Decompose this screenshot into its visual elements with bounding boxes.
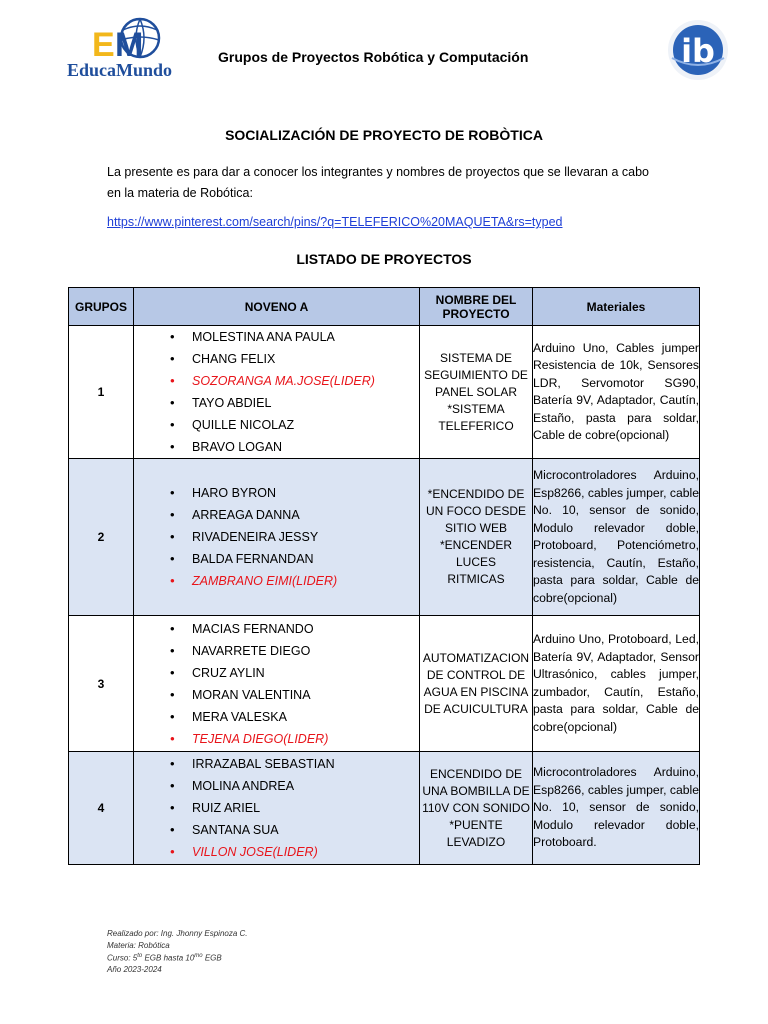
header-materials: Materiales: [533, 288, 700, 326]
header-members: NOVENO A: [134, 288, 420, 326]
project-line: UN FOCO DESDE: [425, 504, 526, 518]
group-number: 2: [69, 459, 134, 616]
project-line: AGUA EN PISCINA: [423, 684, 529, 699]
header-project-line-2: PROYECTO: [442, 306, 510, 321]
project-line: *PUENTE LEVADIZO: [446, 817, 506, 849]
project-name-cell: [420, 616, 533, 752]
group-number: 4: [69, 752, 134, 865]
project-name-cell: [420, 326, 533, 459]
project-line: TELEFERICO: [438, 418, 514, 433]
member-item: • RUIZ ARIEL: [170, 797, 419, 819]
leader-item: • SOZORANGA MA.JOSE(LIDER): [170, 370, 419, 392]
intro-line-2: en la materia de Robótica:: [107, 186, 253, 200]
footer-author: Realizado por: Ing. Jhonny Espinoza C.: [107, 929, 248, 938]
project-line: AUTOMATIZACION: [422, 650, 530, 665]
project-line: 110V CON SONIDO: [422, 800, 530, 815]
member-item: • MERA VALESKA: [170, 706, 419, 728]
member-item: • IRRAZABAL SEBASTIAN: [170, 753, 419, 775]
member-item: • HARO BYRON: [170, 482, 419, 504]
educamundo-logo-text: EducaMundo: [67, 60, 173, 80]
member-item: • RIVADENEIRA JESSY: [170, 526, 419, 548]
member-item: • TAYO ABDIEL: [170, 392, 419, 414]
footer-course-b: EGB hasta 10: [142, 953, 195, 963]
project-line: UNA BOMBILLA DE: [422, 783, 530, 798]
project-line: ENCENDIDO DE: [429, 766, 522, 781]
footer-course: [107, 951, 248, 964]
members-list: [134, 618, 419, 750]
table-row: [69, 459, 700, 616]
group-number: 1: [69, 326, 134, 459]
member-item: • MOLESTINA ANA PAULA: [170, 326, 419, 348]
members-list: [134, 326, 419, 458]
header-groups: GRUPOS: [69, 288, 134, 326]
member-item: • SANTANA SUA: [170, 819, 419, 841]
leader-item: • TEJENA DIEGO(LIDER): [170, 728, 419, 750]
footer-course-sup-2: mo: [194, 953, 203, 959]
footer-year: Año 2023-2024: [107, 965, 162, 975]
header-project: [420, 288, 533, 326]
project-name-cell: [420, 459, 533, 616]
project-line: SISTEMA DE: [439, 350, 513, 365]
members-cell: [134, 752, 420, 865]
project-line: *ENCENDER LUCES: [439, 538, 512, 569]
footer-course-a: Curso: 5: [107, 953, 138, 963]
projects-table: [68, 287, 700, 865]
footer-course-c: EGB: [202, 953, 222, 963]
leader-item: • VILLON JOSE(LIDER): [170, 841, 419, 863]
intro-paragraph: [107, 162, 677, 204]
intro-line-1: La presente es para dar a conocer los integrantes y nombres de proyectos que se llevaran a cabo: [107, 165, 649, 179]
footer-credits: [107, 928, 248, 976]
project-line: DE CONTROL DE: [426, 667, 526, 682]
group-number: 3: [69, 616, 134, 752]
member-item: • BALDA FERNANDAN: [170, 548, 419, 570]
project-line: *SISTEMA: [447, 401, 505, 416]
table-row: [69, 326, 700, 459]
project-line: RITMICAS: [447, 572, 505, 586]
materials-cell: Arduino Uno, Cables jumper Resistencia de 10k, Sensores LDR, Servomotor SG90, Batería 9V, Adaptador, Cautín, Estaño, pasta para soldar, Cable de cobre(opcional): [533, 326, 700, 459]
reference-link[interactable]: https://www.pinterest.com/search/pins/?q=TELEFERICO%20MAQUETA&rs=typed: [107, 215, 563, 229]
table-row: [69, 752, 700, 865]
footer-subject: Materia: Robótica: [107, 940, 170, 950]
materials-cell: Arduino Uno, Protoboard, Led, Batería 9V, Adaptador, Sensor Ultrasónico, cables jumper, zumbador, Cautín, Estaño, pasta para soldar, Cable de cobre(opcional): [533, 616, 700, 752]
project-name-cell: [420, 752, 533, 865]
member-item: • MORAN VALENTINA: [170, 684, 419, 706]
members-list: [134, 482, 419, 592]
materials-cell: Microcontroladores Arduino, Esp8266, cables jumper, cable No. 10, sensor de sonido, Modulo relevador doble, Protoboard, Potenciómetro, resistencia, Cautín, Estaño, pasta para soldar, Cable de cobre(opcional): [533, 459, 700, 616]
leader-item: • ZAMBRANO EIMI(LIDER): [170, 570, 419, 592]
project-line: DE ACUICULTURA: [424, 701, 528, 716]
table-header-row: [69, 288, 700, 326]
member-item: • ARREAGA DANNA: [170, 504, 419, 526]
members-cell: [134, 326, 420, 459]
list-title: LISTADO DE PROYECTOS: [296, 251, 472, 267]
member-item: • CRUZ AYLIN: [170, 662, 419, 684]
member-item: • MACIAS FERNANDO: [170, 618, 419, 640]
members-cell: [134, 459, 420, 616]
project-line: SEGUIMIENTO DE: [424, 367, 528, 382]
ib-logo: [652, 18, 744, 82]
footer-course-sup-1: to: [137, 953, 143, 959]
members-list: [134, 753, 419, 863]
document-title: SOCIALIZACIÓN DE PROYECTO DE ROBÒTICA: [225, 127, 543, 143]
project-line: PANEL SOLAR: [434, 384, 518, 399]
materials-cell: Microcontroladores Arduino, Esp8266, cables jumper, cable No. 10, sensor de sonido, Modulo relevador doble, Protoboard.: [533, 752, 700, 865]
header-project-line-1: NOMBRE DEL: [435, 292, 517, 307]
member-item: • QUILLE NICOLAZ: [170, 414, 419, 436]
project-line: SITIO WEB: [444, 521, 507, 535]
svg-text:M: M: [115, 26, 144, 64]
svg-text:E: E: [92, 26, 115, 64]
member-item: • CHANG FELIX: [170, 348, 419, 370]
members-cell: [134, 616, 420, 752]
educamundo-logo: [66, 16, 176, 80]
table-row: [69, 616, 700, 752]
member-item: • NAVARRETE DIEGO: [170, 640, 419, 662]
member-item: • MOLINA ANDREA: [170, 775, 419, 797]
member-item: • BRAVO LOGAN: [170, 436, 419, 458]
project-line: *ENCENDIDO DE: [427, 487, 525, 501]
ib-logo-text: ib: [681, 32, 715, 70]
header-title: Grupos de Proyectos Robótica y Computación: [218, 49, 529, 65]
